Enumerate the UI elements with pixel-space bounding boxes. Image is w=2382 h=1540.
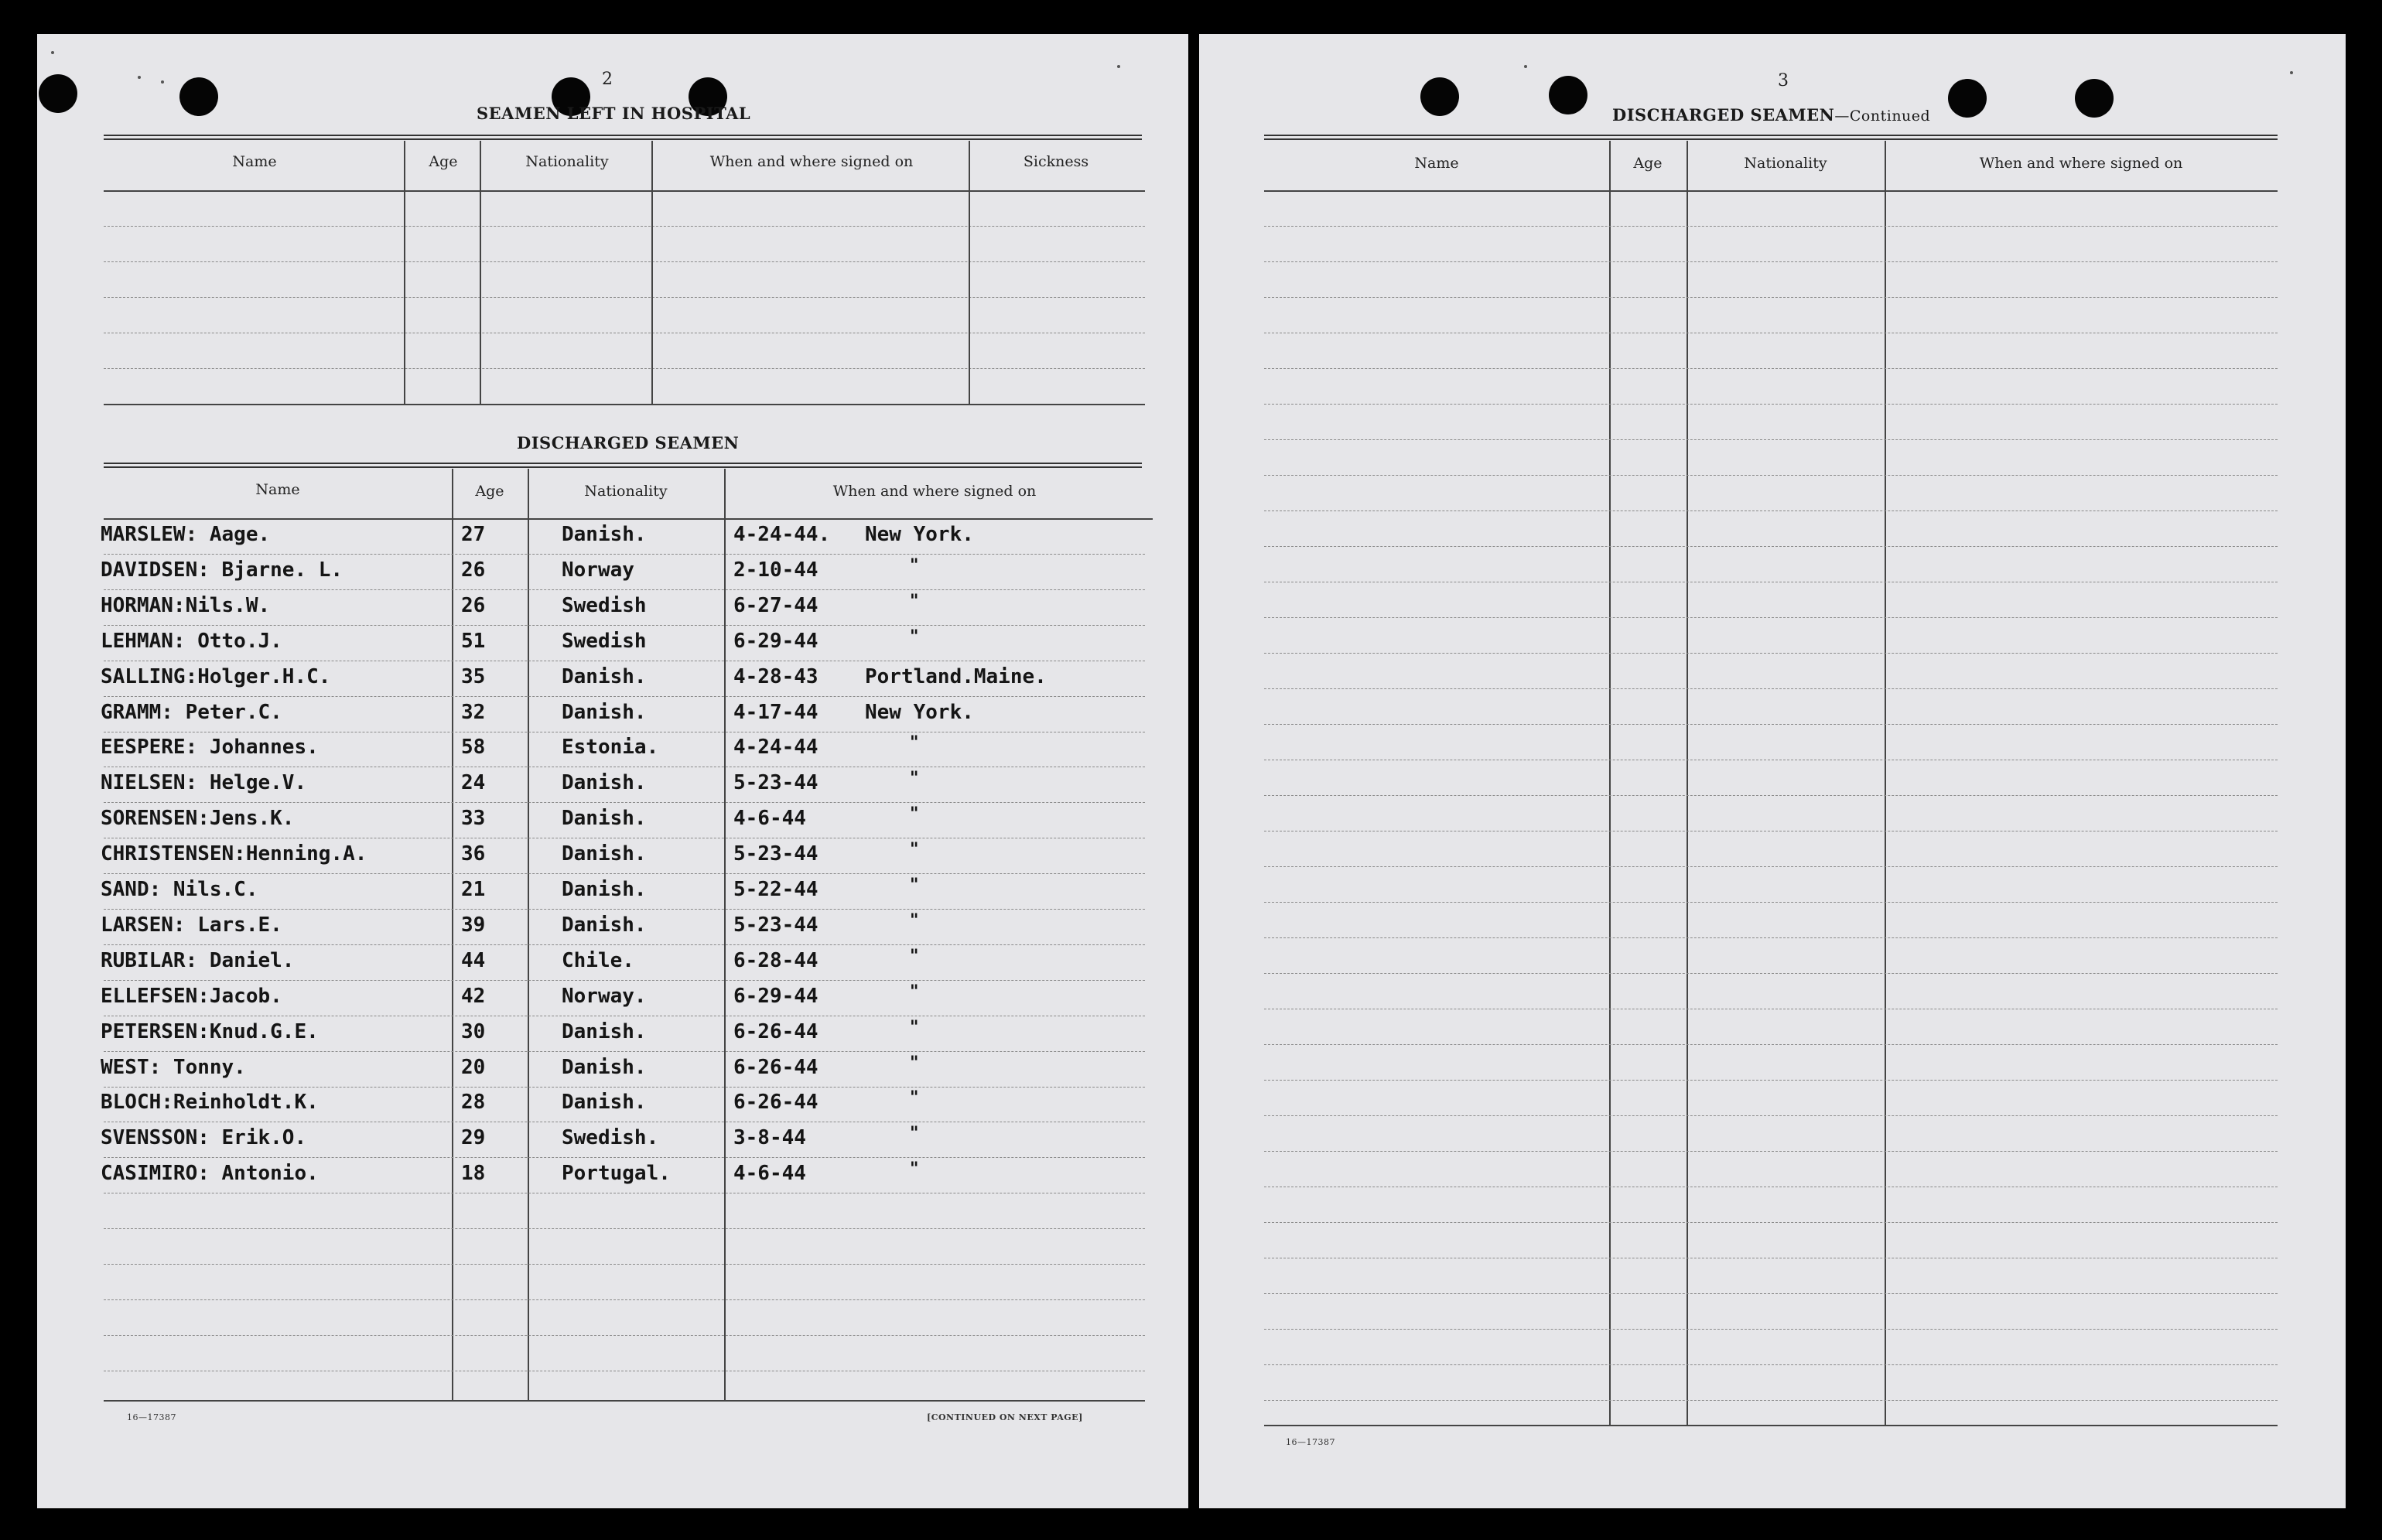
signed-on-place: "	[910, 590, 919, 611]
signed-on-place: "	[910, 945, 919, 966]
seaman-name: CASIMIRO: Antonio.	[101, 1162, 319, 1186]
seaman-age: 20	[461, 1055, 486, 1079]
seaman-name: DAVIDSEN: Bjarne. L.	[101, 558, 343, 582]
punch-hole	[2075, 79, 2114, 118]
form-number: 16—17387	[1286, 1437, 1335, 1447]
col-signed-on: When and where signed on	[832, 483, 1037, 500]
col-age: Age	[429, 153, 458, 170]
signed-on-date: 6-28-44	[733, 948, 818, 972]
seaman-age: 30	[461, 1019, 486, 1043]
seaman-nationality: Swedish	[562, 629, 647, 653]
seaman-name: LARSEN: Lars.E.	[101, 913, 282, 937]
signed-on-place: "	[910, 875, 919, 895]
punch-hole	[179, 77, 218, 116]
page-number: 3	[1778, 71, 1789, 90]
hospital-section-title: SEAMEN LEFT IN HOSPITAL	[477, 104, 751, 123]
seaman-nationality: Danish.	[562, 664, 647, 688]
col-name: Name	[1414, 155, 1459, 172]
page-title-text: DISCHARGED SEAMEN	[1612, 105, 1835, 125]
signed-on-place: "	[910, 1052, 919, 1073]
signed-on-date: 5-23-44	[733, 771, 818, 795]
col-nationality: Nationality	[525, 153, 609, 170]
signed-on-date: 4-17-44	[733, 700, 818, 724]
col-nationality: Nationality	[1744, 155, 1827, 172]
signed-on-date: 5-23-44	[733, 842, 818, 866]
seaman-name: EESPERE: Johannes.	[101, 736, 319, 760]
signed-on-date: 6-26-44	[733, 1055, 818, 1079]
seaman-age: 44	[461, 948, 486, 972]
signed-on-place: "	[910, 732, 919, 753]
seaman-name: PETERSEN:Knud.G.E.	[101, 1019, 319, 1043]
seaman-name: SVENSSON: Erik.O.	[101, 1126, 307, 1150]
seaman-age: 39	[461, 913, 486, 937]
col-name: Name	[255, 481, 300, 498]
seaman-name: SALLING:Holger.H.C.	[101, 664, 331, 688]
seaman-nationality: Danish.	[562, 807, 647, 831]
seaman-nationality: Danish.	[562, 700, 647, 724]
page-number: 2	[602, 70, 613, 89]
seaman-nationality: Danish.	[562, 523, 647, 546]
seaman-age: 51	[461, 629, 486, 653]
seaman-name: BLOCH:Reinholdt.K.	[101, 1091, 319, 1115]
discharged-section-title: DISCHARGED SEAMEN	[517, 433, 740, 452]
col-signed-on: When and where signed on	[709, 153, 914, 170]
signed-on-place: "	[910, 910, 919, 930]
signed-on-place: "	[910, 768, 919, 789]
punch-hole	[39, 74, 77, 113]
signed-on-place: "	[910, 626, 919, 647]
signed-on-place: "	[910, 1016, 919, 1037]
seaman-age: 42	[461, 984, 486, 1008]
col-age: Age	[475, 483, 504, 500]
signed-on-date: 6-29-44	[733, 629, 818, 653]
seaman-nationality: Danish.	[562, 771, 647, 795]
col-age: Age	[1633, 155, 1663, 172]
seaman-name: LEHMAN: Otto.J.	[101, 629, 282, 653]
col-signed-on: When and where signed on	[1979, 155, 2183, 172]
signed-on-date: 6-29-44	[733, 984, 818, 1008]
seaman-age: 26	[461, 558, 486, 582]
seaman-name: SAND: Nils.C.	[101, 878, 258, 901]
punch-hole	[1420, 77, 1459, 116]
seaman-nationality: Danish.	[562, 842, 647, 866]
signed-on-place: New York.	[865, 700, 974, 724]
seaman-nationality: Danish.	[562, 878, 647, 901]
signed-on-date: 4-6-44	[733, 1162, 806, 1186]
seaman-age: 18	[461, 1162, 486, 1186]
signed-on-date: 5-22-44	[733, 878, 818, 901]
seaman-name: CHRISTENSEN:Henning.A.	[101, 842, 367, 866]
signed-on-date: 3-8-44	[733, 1126, 806, 1150]
punch-hole	[1549, 76, 1587, 114]
signed-on-date: 4-24-44.	[733, 523, 831, 546]
seaman-age: 24	[461, 771, 486, 795]
seaman-age: 33	[461, 807, 486, 831]
col-nationality: Nationality	[584, 483, 668, 500]
col-sickness: Sickness	[1023, 153, 1089, 170]
seaman-age: 29	[461, 1126, 486, 1150]
signed-on-date: 6-27-44	[733, 593, 818, 617]
page-title	[1612, 105, 1930, 125]
right-page	[1199, 34, 2346, 1508]
seaman-name: MARSLEW: Aage.	[101, 523, 271, 546]
seaman-nationality: Chile.	[562, 948, 634, 972]
seaman-age: 26	[461, 593, 486, 617]
seaman-nationality: Swedish	[562, 593, 647, 617]
signed-on-place: "	[910, 1159, 919, 1180]
seaman-age: 27	[461, 523, 486, 546]
seaman-nationality: Swedish.	[562, 1126, 659, 1150]
signed-on-place: New York.	[865, 523, 974, 546]
seaman-age: 58	[461, 736, 486, 760]
col-name: Name	[232, 153, 277, 170]
signed-on-place: "	[910, 981, 919, 1002]
signed-on-date: 5-23-44	[733, 913, 818, 937]
seaman-nationality: Danish.	[562, 1019, 647, 1043]
seaman-nationality: Norway	[562, 558, 634, 582]
seaman-name: SORENSEN:Jens.K.	[101, 807, 295, 831]
seaman-name: ELLEFSEN:Jacob.	[101, 984, 282, 1008]
seaman-name: HORMAN:Nils.W.	[101, 593, 271, 617]
seaman-nationality: Portugal.	[562, 1162, 671, 1186]
seaman-nationality: Danish.	[562, 1055, 647, 1079]
signed-on-place: "	[910, 1123, 919, 1144]
seaman-nationality: Norway.	[562, 984, 647, 1008]
signed-on-place: "	[910, 555, 919, 575]
seaman-name: GRAMM: Peter.C.	[101, 700, 282, 724]
signed-on-place: "	[910, 804, 919, 825]
seaman-nationality: Estonia.	[562, 736, 659, 760]
continued-note: [CONTINUED ON NEXT PAGE]	[927, 1412, 1083, 1422]
seaman-age: 36	[461, 842, 486, 866]
signed-on-date: 6-26-44	[733, 1019, 818, 1043]
signed-on-date: 2-10-44	[733, 558, 818, 582]
seaman-age: 35	[461, 664, 486, 688]
signed-on-date: 4-28-43	[733, 664, 818, 688]
seaman-nationality: Danish.	[562, 913, 647, 937]
signed-on-place: "	[910, 1088, 919, 1108]
left-page	[37, 34, 1188, 1508]
seaman-name: RUBILAR: Daniel.	[101, 948, 295, 972]
signed-on-place: "	[910, 839, 919, 860]
form-number: 16—17387	[127, 1412, 176, 1422]
signed-on-date: 4-24-44	[733, 736, 818, 760]
seaman-age: 32	[461, 700, 486, 724]
signed-on-date: 6-26-44	[733, 1091, 818, 1115]
seaman-nationality: Danish.	[562, 1091, 647, 1115]
seaman-age: 28	[461, 1091, 486, 1115]
seaman-name: WEST: Tonny.	[101, 1055, 246, 1079]
signed-on-date: 4-6-44	[733, 807, 806, 831]
seaman-age: 21	[461, 878, 486, 901]
punch-hole	[1948, 79, 1987, 118]
signed-on-place: Portland.Maine.	[865, 664, 1047, 688]
seaman-name: NIELSEN: Helge.V.	[101, 771, 307, 795]
page-title-suffix: —Continued	[1834, 108, 1931, 125]
